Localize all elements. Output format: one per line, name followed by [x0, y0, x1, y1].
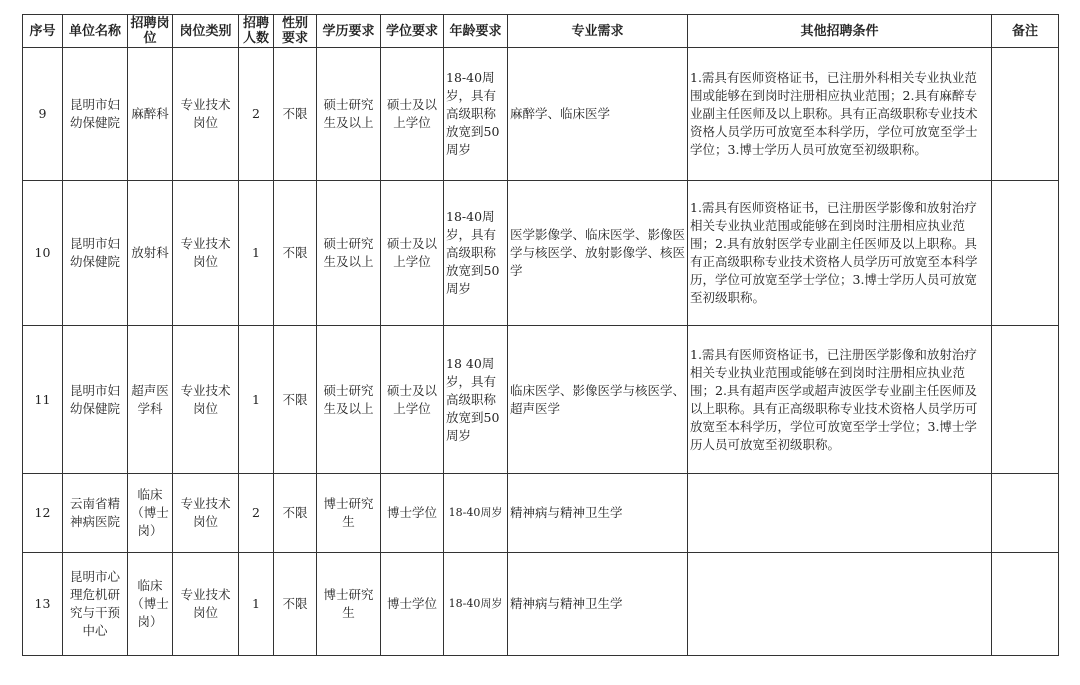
table-row	[23, 181, 1059, 326]
cell-age: 18-40周岁，具有高级职称放宽到50周岁	[444, 48, 508, 181]
table-header-row	[23, 15, 1059, 48]
cell-gender: 不限	[274, 474, 317, 553]
cell-remark	[992, 326, 1059, 474]
header-count: 招聘人数	[239, 15, 274, 48]
cell-post: 麻醉科	[128, 48, 173, 181]
cell-degree: 硕士及以上学位	[381, 48, 444, 181]
table-row	[23, 326, 1059, 474]
cell-other-conditions	[688, 474, 992, 553]
table-row	[23, 48, 1059, 181]
header-other: 其他招聘条件	[688, 15, 992, 48]
recruitment-table	[22, 14, 1059, 656]
cell-count: 1	[239, 181, 274, 326]
cell-education: 硕士研究生及以上	[317, 48, 381, 181]
cell-unit: 昆明市心理危机研究与干预中心	[63, 553, 128, 656]
cell-other-conditions	[688, 553, 992, 656]
cell-count: 2	[239, 48, 274, 181]
cell-degree: 硕士及以上学位	[381, 326, 444, 474]
cell-remark	[992, 553, 1059, 656]
cell-post-type: 专业技术岗位	[173, 474, 239, 553]
header-post-type: 岗位类别	[173, 15, 239, 48]
cell-other-conditions: 1.需具有医师资格证书，已注册外科相关专业执业范围或能够在到岗时注册相应执业范围；2.具有麻醉专业副主任医师及以上职称。具有正高级职称专业技术资格人员学历可放宽至本科学历，学位可放宽至学士学位；3.博士学历人员可放宽至初级职称。	[688, 48, 992, 181]
table-row	[23, 553, 1059, 656]
cell-major: 精神病与精神卫生学	[508, 553, 688, 656]
header-major: 专业需求	[508, 15, 688, 48]
cell-post: 临床（博士岗）	[128, 474, 173, 553]
cell-post-type: 专业技术岗位	[173, 326, 239, 474]
cell-major: 医学影像学、临床医学、影像医学与核医学、放射影像学、核医学	[508, 181, 688, 326]
header-gender: 性别要求	[274, 15, 317, 48]
cell-count: 2	[239, 474, 274, 553]
cell-count: 1	[239, 553, 274, 656]
cell-count: 1	[239, 326, 274, 474]
header-post: 招聘岗位	[128, 15, 173, 48]
cell-post-type: 专业技术岗位	[173, 553, 239, 656]
cell-age: 18-40周岁	[444, 474, 508, 553]
cell-degree: 硕士及以上学位	[381, 181, 444, 326]
cell-education: 博士研究生	[317, 474, 381, 553]
cell-education: 博士研究生	[317, 553, 381, 656]
cell-gender: 不限	[274, 553, 317, 656]
cell-remark	[992, 474, 1059, 553]
cell-other-conditions: 1.需具有医师资格证书，已注册医学影像和放射治疗相关专业执业范围或能够在到岗时注册相应执业范围；2.具有超声医学或超声波医学专业副主任医师及以上职称。具有正高级职称专业技术资格人员学历可放宽至本科学历，学位可放宽至学士学位；3.博士学历人员可放宽至初级职称。	[688, 326, 992, 474]
cell-age: 18 40周岁，具有高级职称放宽到50周岁	[444, 326, 508, 474]
cell-unit: 昆明市妇幼保健院	[63, 326, 128, 474]
cell-seq: 9	[23, 48, 63, 181]
cell-other-conditions: 1.需具有医师资格证书，已注册医学影像和放射治疗相关专业执业范围或能够在到岗时注册相应执业范围；2.具有放射医学专业副主任医师及以上职称。具有正高级职称专业技术资格人员学历可放宽至本科学历，学位可放宽至学士学位；3.博士学历人员可放宽至初级职称。	[688, 181, 992, 326]
cell-gender: 不限	[274, 326, 317, 474]
cell-remark	[992, 48, 1059, 181]
header-age: 年龄要求	[444, 15, 508, 48]
cell-post: 临床（博士岗）	[128, 553, 173, 656]
cell-seq: 11	[23, 326, 63, 474]
cell-education: 硕士研究生及以上	[317, 326, 381, 474]
cell-education: 硕士研究生及以上	[317, 181, 381, 326]
cell-major: 麻醉学、临床医学	[508, 48, 688, 181]
cell-degree: 博士学位	[381, 553, 444, 656]
cell-remark	[992, 181, 1059, 326]
cell-post: 超声医学科	[128, 326, 173, 474]
cell-major: 临床医学、影像医学与核医学、超声医学	[508, 326, 688, 474]
cell-major: 精神病与精神卫生学	[508, 474, 688, 553]
cell-age: 18-40周岁	[444, 553, 508, 656]
cell-age: 18-40周岁，具有高级职称放宽到50周岁	[444, 181, 508, 326]
header-seq: 序号	[23, 15, 63, 48]
cell-post-type: 专业技术岗位	[173, 181, 239, 326]
header-unit: 单位名称	[63, 15, 128, 48]
cell-seq: 10	[23, 181, 63, 326]
cell-seq: 12	[23, 474, 63, 553]
cell-unit: 云南省精神病医院	[63, 474, 128, 553]
cell-seq: 13	[23, 553, 63, 656]
header-education: 学历要求	[317, 15, 381, 48]
cell-gender: 不限	[274, 181, 317, 326]
cell-post: 放射科	[128, 181, 173, 326]
header-remark: 备注	[992, 15, 1059, 48]
cell-gender: 不限	[274, 48, 317, 181]
cell-unit: 昆明市妇幼保健院	[63, 181, 128, 326]
cell-unit: 昆明市妇幼保健院	[63, 48, 128, 181]
cell-degree: 博士学位	[381, 474, 444, 553]
table-row	[23, 474, 1059, 553]
cell-post-type: 专业技术岗位	[173, 48, 239, 181]
header-degree: 学位要求	[381, 15, 444, 48]
